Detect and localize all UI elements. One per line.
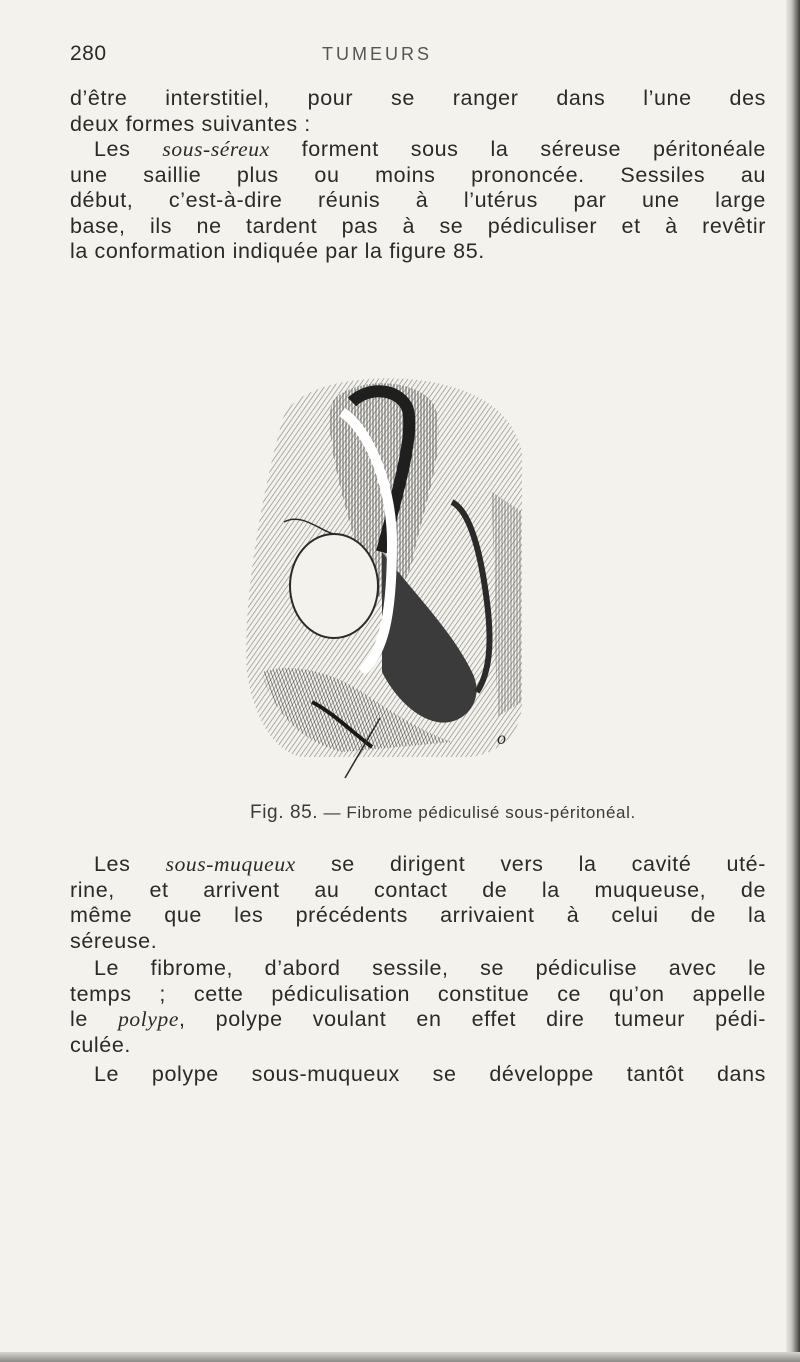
- text-line: rine, et arrivent au contact de la muqueuse, de: [70, 877, 766, 902]
- figure-number: Fig. 85.: [250, 802, 319, 823]
- figure-label-o: o: [497, 728, 506, 748]
- paragraph-intro: [70, 86, 766, 137]
- term-polype: polype: [118, 1007, 179, 1031]
- text-line: Les sous-séreux forment sous la séreuse péritonéale: [94, 137, 766, 161]
- fibroma-engraving: [222, 372, 558, 784]
- term-sous-muqueux: sous-muqueux: [165, 852, 296, 876]
- text-line: temps ; cette pédiculisation constitue ce qu’on appelle: [70, 981, 766, 1006]
- figure-85-illustration: [222, 372, 558, 784]
- text-line: Le fibrome, d’abord sessile, se pédiculise avec le: [94, 956, 766, 980]
- term-sous-sereux: sous-séreux: [162, 137, 270, 161]
- paragraph-sous-muqueux: [70, 852, 766, 954]
- page-bottom-edge: [0, 1352, 800, 1362]
- text-line: même que les précédents arrivaient à celui de la: [70, 903, 766, 927]
- text-line: Le polype sous-muqueux se développe tantôt dans: [94, 1062, 766, 1086]
- page-number: 280: [70, 42, 107, 65]
- text-line: deux formes suivantes :: [70, 111, 311, 136]
- text-line: d’être interstitiel, pour se ranger dans l’une des: [70, 86, 766, 110]
- paragraph-polype: [70, 956, 766, 1058]
- page-header: [70, 42, 760, 72]
- figure-caption-text: — Fibrome pédiculisé sous-péritonéal.: [323, 803, 636, 822]
- paragraph-sous-sereux: [70, 137, 766, 265]
- paragraph-development: [70, 1062, 766, 1088]
- text-line: culée.: [70, 1032, 131, 1057]
- text-line: une saillie plus ou moins prononcée. Sessiles au: [70, 162, 766, 187]
- text-line: la conformation indiquée par la figure 85.: [70, 239, 485, 263]
- text-line: base, ils ne tardent pas à se pédiculiser et à revêtir: [70, 213, 766, 238]
- text-line: début, c’est-à-dire réunis à l’utérus par une large: [70, 188, 766, 212]
- running-title: TUMEURS: [322, 44, 432, 64]
- page-edge-shadow: [786, 0, 800, 1362]
- figure-caption: [250, 802, 636, 824]
- text-line: séreuse.: [70, 928, 158, 953]
- text-line: Les sous-muqueux se dirigent vers la cavité uté-: [94, 852, 767, 876]
- text-line: le polype, polype voulant en effet dire tumeur pédi-: [70, 1007, 766, 1031]
